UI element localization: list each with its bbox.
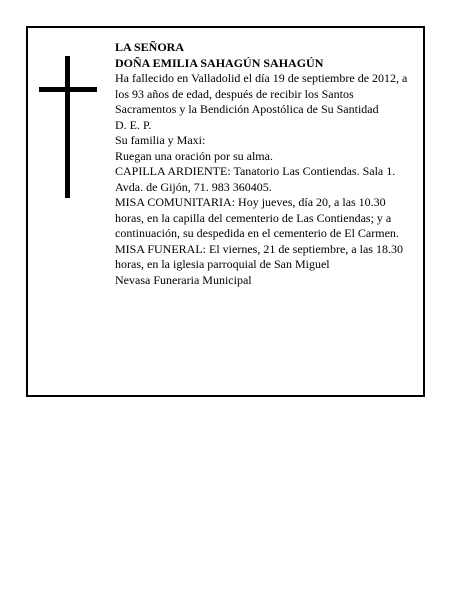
deceased-name: DOÑA EMILIA SAHAGÚN SAHAGÚN (115, 55, 324, 70)
cross-vertical-bar (65, 56, 70, 198)
funeral-home: Nevasa Funeraria Municipal (115, 272, 252, 287)
community-mass-details: MISA COMUNITARIA: Hoy jueves, día 20, a las 10.30 horas, en la capilla del cementerio de Las Contiendas; y a continuación, su despedida en el cementerio de El Carmen. (115, 195, 399, 240)
obituary-notice (26, 26, 425, 397)
funeral-mass-details: MISA FUNERAL: El viernes, 21 de septiembre, a las 18.30 horas, en la iglesia parroquial de San Miguel (115, 241, 403, 271)
obituary-text (115, 40, 415, 288)
notice-title: LA SEÑORA (115, 40, 185, 54)
rip-line: D. E. P. (115, 117, 152, 132)
cross-horizontal-bar (39, 87, 97, 92)
prayer-request: Ruegan una oración por su alma. (115, 148, 273, 163)
death-announcement: Ha fallecido en Valladolid el día 19 de septiembre de 2012, a los 93 años de edad, después de recibir los Santos Sacramentos y la Bendición Apostólica de Su Santidad (115, 71, 408, 116)
cross-icon (39, 56, 97, 198)
family-line: Su familia y Maxi: (115, 133, 206, 147)
wake-details: CAPILLA ARDIENTE: Tanatorio Las Contiendas. Sala 1. Avda. de Gijón, 71. 983 360405. (115, 164, 396, 194)
